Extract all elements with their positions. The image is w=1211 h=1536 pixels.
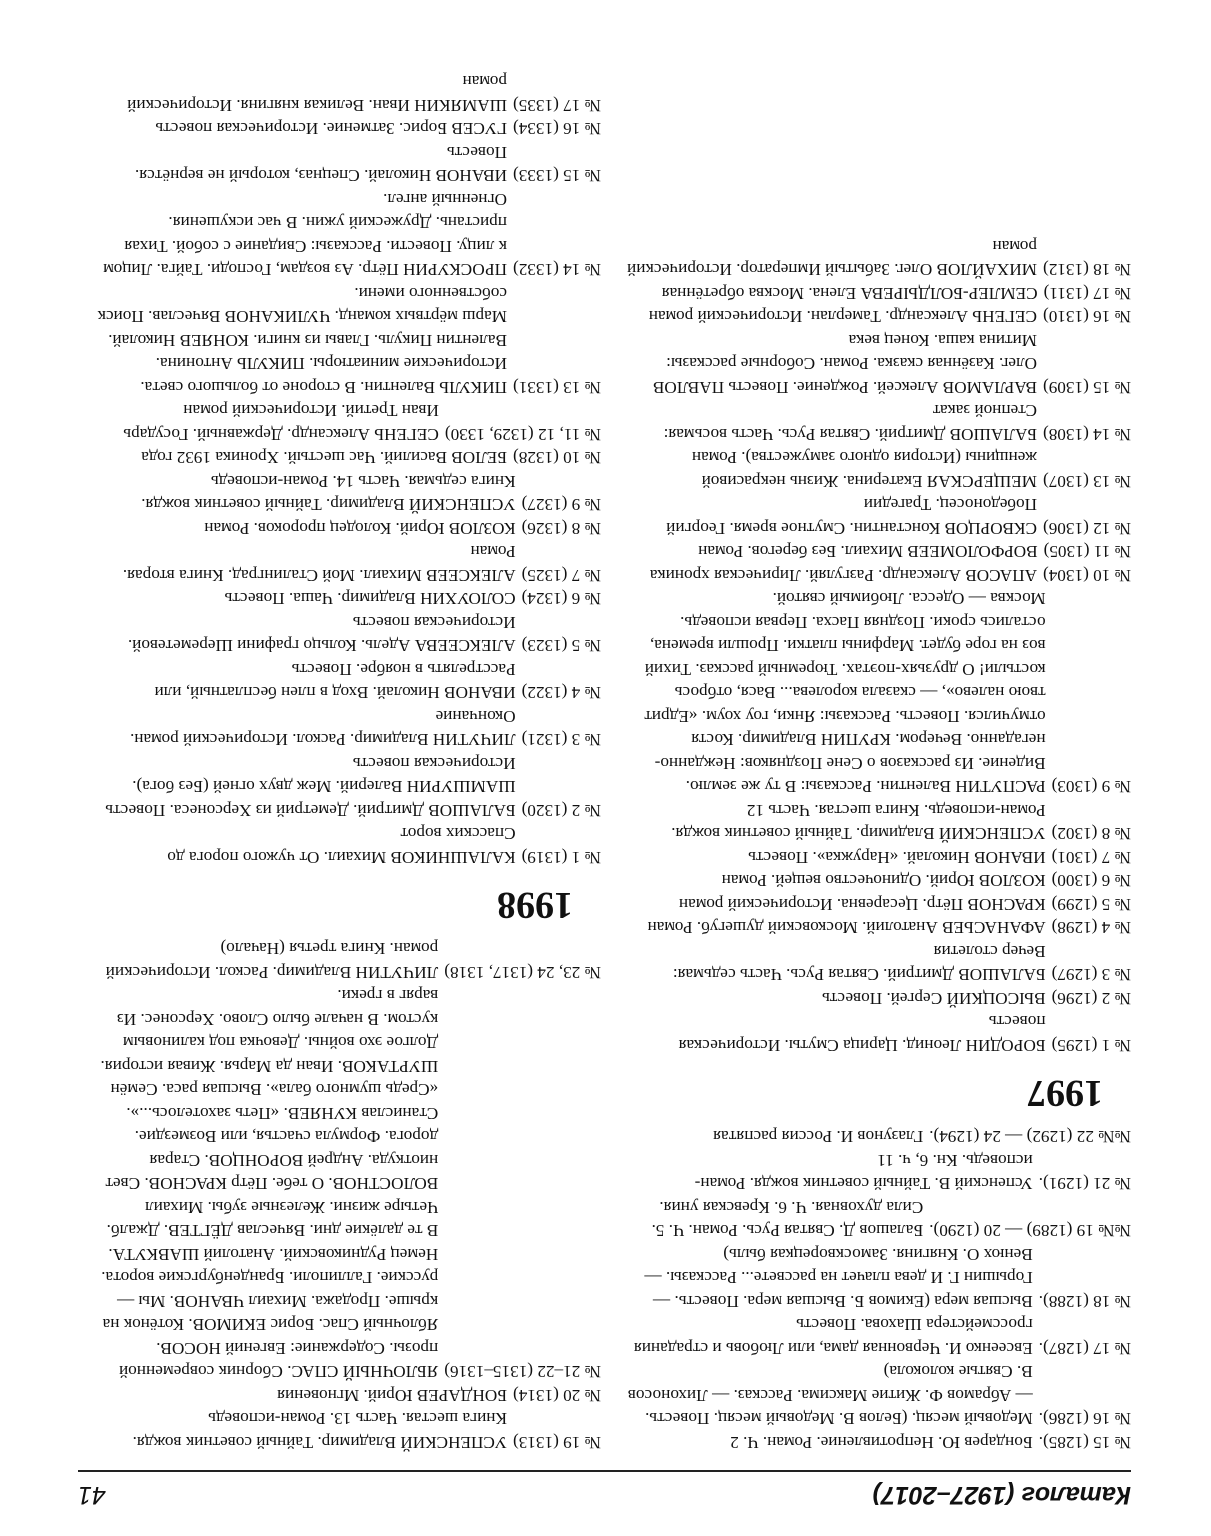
catalog-entry bbox=[626, 564, 1131, 588]
entry-number: № 17 (1335) bbox=[512, 96, 601, 115]
catalog-entry bbox=[96, 1407, 601, 1454]
entry-number: №№ 19 (1289) — 20 (1290). bbox=[929, 1221, 1131, 1241]
entry-number: № 1 (1295) bbox=[1051, 1036, 1131, 1055]
catalog-entry bbox=[96, 752, 601, 823]
header-rule bbox=[78, 1470, 1131, 1472]
entry-text: ВОРФОЛОМЕЕВ Михаил. Без берегов. Роман bbox=[698, 542, 1038, 562]
entry-text: ЛИЧУТИН Владимир. Раскол. Исторический роман. Окончание bbox=[130, 707, 516, 750]
catalog-entry bbox=[626, 1243, 1131, 1314]
catalog-entry bbox=[626, 587, 1131, 799]
entry-text: КАЛАШНИКОВ Михаил. От чужого порога до Спасских ворот bbox=[167, 824, 516, 867]
entry-text: АЛЕКСЕЕВА Адель. Кольцо графини Шереметевой. Историческая повесть bbox=[127, 613, 516, 656]
catalog-entry bbox=[96, 117, 601, 141]
entry-number: № 17 (1311) bbox=[1043, 284, 1131, 303]
entry-text: АФАНАСЬЕВ Анатолий. Московский душегуб. Роман bbox=[647, 918, 1046, 938]
entry-number: № 9 (1303) bbox=[1051, 777, 1131, 797]
catalog-entry bbox=[96, 658, 601, 705]
entry-text: СОЛОУХИН Владимир. Чаша. Повесть bbox=[224, 589, 516, 609]
entry-text: ПРОСКУРИН Пётр. Аз воздам, Господи. Тайга. Лицом к лицу. Повести. Рассказы: Свидание с собой. Тихая пристань. Дружеский ужин. В час искушения. Огненный ангел. bbox=[103, 190, 507, 280]
entry-number: № 19 (1313) bbox=[512, 1433, 601, 1452]
entry-text: Бондарев Ю. Непротивление. Роман. Ч. 2 bbox=[730, 1433, 1033, 1452]
left-continuation-list bbox=[626, 1125, 1131, 1454]
entry-number: № 7 (1301) bbox=[1051, 848, 1131, 867]
entry-number: № 6 (1300) bbox=[1051, 871, 1131, 891]
catalog-entry bbox=[96, 517, 601, 541]
entry-text: БЕЛОВ Василий. Час шестый. Хроника 1932 года bbox=[141, 448, 507, 468]
entry-text: Высшая мера (Екимов Б. Высшая мера. Повесть. — Горышин Г. И дева плачет на рассвете... Рассказы. — Венюх О. Княгиня. Замоскворецкая быль) bbox=[644, 1245, 1033, 1311]
year-heading-1997: 1997 bbox=[1027, 1072, 1103, 1114]
right-entries-list bbox=[96, 70, 601, 869]
catalog-entry bbox=[96, 141, 601, 188]
entry-number: № 13 (1331) bbox=[512, 378, 601, 397]
catalog-entry bbox=[626, 846, 1131, 870]
entry-number: № 11, 12 (1329, 1330) bbox=[444, 425, 601, 444]
entry-number: № 14 (1308) bbox=[1042, 425, 1131, 444]
catalog-entry bbox=[626, 1125, 1131, 1149]
entry-text: ПИКУЛЬ Валентин. В стороне от большого света. Исторические миниатюры. ПИКУЛЬ Антонина. Валентин Пикуль. Главы из книги. КОНЯЕВ Николай. Марш мёртвых команд. ЧУЛИКАНОВ Вячеслав. Поиск собственного имени. bbox=[97, 284, 507, 397]
catalog-entry bbox=[96, 937, 601, 984]
entry-number: № 20 (1314) bbox=[512, 1386, 601, 1405]
entry-text: Евсеенко И. Червонная дама, или Любовь и страдания гроссмейстера Шахова. Повесть bbox=[633, 1315, 1033, 1358]
catalog-entry bbox=[626, 940, 1131, 987]
entry-number: № 21 (1291). bbox=[1038, 1174, 1131, 1194]
entry-text: КРАСНОВ Пётр. Цесаревна. Исторический роман bbox=[678, 895, 1046, 914]
catalog-entry bbox=[626, 446, 1131, 493]
catalog-entry bbox=[626, 987, 1131, 1011]
entry-text: МЕЩЕРСКАЯ Екатерина. Жизнь некрасивой женщины (История одного замужества). Роман bbox=[691, 448, 1037, 491]
catalog-entry bbox=[626, 1149, 1131, 1196]
entry-text: Балашов Д. Святая Русь. Роман. Ч. 5. Сила духовная. Ч. 6. Кревская уния. bbox=[651, 1198, 924, 1241]
catalog-entry bbox=[626, 1196, 1131, 1243]
entry-text: ВАРЛАМОВ Алексей. Рождение. Повесть ПАВЛОВ Олег. Казённая сказка. Роман. Соборные рассказы: Митина каша. Конец века bbox=[652, 331, 1037, 397]
catalog-entry bbox=[96, 611, 601, 658]
entry-text: БАЛАШОВ Дмитрий. Святая Русь. Часть седьмая: Вечер столетия bbox=[672, 942, 1046, 985]
entry-number: № 1 (1319) bbox=[521, 848, 601, 867]
entry-number: № 11 (1305) bbox=[1043, 542, 1131, 562]
entry-text: БОНДАРЕВ Юрий. Мгновения bbox=[277, 1386, 507, 1405]
catalog-entry bbox=[626, 1360, 1131, 1431]
entry-number: № 3 (1321) bbox=[521, 730, 601, 750]
catalog-entry bbox=[96, 705, 601, 752]
catalog-entry bbox=[626, 282, 1131, 306]
entry-number: № 13 (1307) bbox=[1042, 472, 1131, 491]
entry-number: № 16 (1286). bbox=[1038, 1409, 1131, 1429]
entry-number: № 10 (1328) bbox=[512, 448, 601, 468]
entry-number: № 16 (1310) bbox=[1042, 307, 1131, 327]
entry-number: № 6 (1324) bbox=[521, 589, 601, 609]
catalog-entry bbox=[626, 235, 1131, 282]
entry-number: № 7 (1325) bbox=[521, 566, 601, 585]
entry-text: СКВОРЦОВ Константин. Смутное время. Георгий Победоносец. Трагедии bbox=[666, 495, 1037, 538]
catalog-entry bbox=[626, 540, 1131, 564]
entry-number: № 4 (1298) bbox=[1051, 918, 1131, 938]
entry-number: № 15 (1285). bbox=[1038, 1433, 1131, 1452]
entry-number: № 4 (1322) bbox=[521, 683, 601, 703]
catalog-entry bbox=[626, 799, 1131, 846]
entry-text: СЕМЛЕР-БОЛДЫРЕВА Елена. Москва обретённая bbox=[661, 284, 1038, 303]
entry-number: № 5 (1323) bbox=[521, 636, 601, 656]
entry-text: УСПЕНСКИЙ Владимир. Тайный советник вождя. Книга седьмая. Часть 14. Роман-исповедь bbox=[141, 472, 516, 515]
entry-number: № 16 (1334) bbox=[512, 119, 601, 139]
catalog-entry bbox=[96, 70, 601, 117]
catalog-entry bbox=[96, 1384, 601, 1408]
entry-text: РАСПУТИН Валентин. Рассказы: В ту же землю. Видение. Из рассказов о Сене Поздняков: Нежданно-негаданно. Вечером. КРУПИН Владимир. Костя отмучился. Повесть. Рассказы: Янки, гоу хоум. «Едрит твою налево», — сказала королева... Вася, отбрось костыли! О друзьях-поэтах. Тюремный рассказ. Тихий воз на горе будет. Марфины платки. Прошли времена, остались сроки. Поздняя Пасха. Первая исповедь. Москва — Одесса. Любимый святой. bbox=[644, 589, 1046, 797]
catalog-entry bbox=[96, 540, 601, 587]
left-column bbox=[626, 235, 1131, 1455]
entry-number: № 18 (1312) bbox=[1042, 260, 1131, 280]
entry-number: № 9 (1327) bbox=[521, 495, 601, 515]
entry-text: Глазунов И. Россия распятая bbox=[713, 1127, 924, 1147]
catalog-entry bbox=[626, 305, 1131, 329]
catalog-entry bbox=[626, 893, 1131, 917]
entry-number: № 8 (1326) bbox=[521, 519, 601, 538]
catalog-entry bbox=[96, 587, 601, 611]
entry-text: БАЛАШОВ Дмитрий. Святая Русь. Часть восьмая: Степной закат bbox=[663, 401, 1037, 444]
running-title: Каталог (1927–2017) bbox=[872, 1481, 1131, 1509]
entry-number: № 15 (1309) bbox=[1042, 378, 1131, 397]
entry-text: ВЫСОЦКИЙ Сергей. Повесть bbox=[822, 989, 1046, 1008]
entry-number: № 21–22 (1315–1316) bbox=[444, 1362, 601, 1382]
entry-number: № 17 (1287). bbox=[1038, 1339, 1131, 1358]
catalog-entry bbox=[626, 493, 1131, 540]
right-column bbox=[96, 70, 601, 1454]
catalog-entry bbox=[626, 1431, 1131, 1455]
entry-text: СЕГЕНЬ Александр. Державный. Государь Иван Третий. Исторический роман bbox=[123, 401, 439, 444]
entry-text: СЕГЕНЬ Александр. Тамерлан. Исторический роман bbox=[648, 307, 1037, 327]
entry-number: № 14 (1332) bbox=[512, 260, 601, 280]
entry-text: АЛЕКСЕЕВ Михаил. Мой Сталинград. Книга вторая. Роман bbox=[122, 542, 516, 585]
catalog-entry bbox=[626, 1313, 1131, 1360]
entry-text: ЯБЛОЧНЫЙ СПАС. Сборник современной прозы. Содержание: Евгений НОСОВ. Яблочный Спас. Борис ЕКИМОВ. Котёнок на крыше. Продажа. Михаил ЧВАНОВ. Мы — русские. Галлиполи. Бранденбургские ворота. Немец Рудниковский. Анатолий ШАВКУТА. В те далёкие дни. Вячеслав ДЁГТЕВ. Джалб. Четыре жизни. Железные зубы. Михаил ВОЛОСТНОВ. О тебе. Пётр КРАСНОВ. Свет ниоткуда. Андрей ВОРОНЦОВ. Старая дорога. Формула счастья, или Возмездие. Станислав КУНЯЕВ. «Петь захотелось...». «Средь шумного бала». Высшая раса. Семён ШУРТАКОВ. Иван да Марья. Живая история. Долгое эхо войны. Девочка под калиновым кустом. В начале было Слово. Херсонес. Из варяг в греки. bbox=[100, 986, 439, 1382]
entry-text: ИВАНОВ Николай. «Наружка». Повесть bbox=[748, 848, 1046, 867]
catalog-entry bbox=[626, 869, 1131, 893]
entry-text: ЛИЧУТИН Владимир. Раскол. Исторический роман. Книга третья (Начало) bbox=[105, 939, 439, 982]
entry-text: КОЗЛОВ Юрий. Одиночество вещей. Роман bbox=[721, 871, 1046, 891]
entry-number: № 10 (1304) bbox=[1042, 566, 1131, 585]
entry-text: БОРОДИН Леонид. Царица Смуты. Историческая повесть bbox=[678, 1012, 1046, 1055]
entry-text: ИВАНОВ Николай. Спецназ, который не вернётся. Повесть bbox=[134, 143, 507, 186]
catalog-entry bbox=[96, 984, 601, 1384]
catalog-entry bbox=[96, 188, 601, 282]
year-heading-1998: 1998 bbox=[497, 884, 573, 926]
right-continuation-list bbox=[96, 937, 601, 1454]
catalog-entry bbox=[626, 1010, 1131, 1057]
entry-text: УСПЕНСКИЙ Владимир. Тайный советник вождя. Роман-исповедь. Книга шестая. Часть 12 bbox=[671, 801, 1046, 844]
entry-number: № 8 (1302) bbox=[1051, 824, 1131, 844]
entry-number: № 12 (1306) bbox=[1042, 519, 1131, 538]
entry-text: БАЛАШОВ Дмитрий. Деметрий из Херсонеса. Повесть ШАМШУРИН Валерий. Меж двух огней (Без бога). Историческая повесть bbox=[105, 754, 516, 820]
catalog-entry bbox=[96, 446, 601, 470]
page-number: 41 bbox=[78, 1481, 106, 1509]
catalog-entry bbox=[96, 399, 601, 446]
entry-text: ИВАНОВ Николай. Вход в плен бесплатный, или Расстрелять в ноябре. Повесть bbox=[154, 660, 516, 703]
entry-number: № 5 (1299) bbox=[1051, 895, 1131, 914]
entry-number: № 18 (1288). bbox=[1038, 1292, 1131, 1311]
entry-text: Медовый месяц. (Белов В. Медовый месяц. Повесть. — Абрамов Ф. Житие Максима. Рассказ. — Лихоносов В. Святые колокола) bbox=[627, 1362, 1033, 1429]
left-entries-list bbox=[626, 235, 1131, 1058]
entry-text: КОЗЛОВ Юрий. Колодец пророков. Роман bbox=[204, 519, 516, 538]
entry-text: АПАСОВ Александр. Разгуляй. Лирическая хроника bbox=[649, 566, 1037, 585]
catalog-entry bbox=[626, 399, 1131, 446]
entry-number: № 2 (1296) bbox=[1051, 989, 1131, 1008]
entry-text: УСПЕНСКИЙ Владимир. Тайный советник вождя. Книга шестая. Часть 13. Роман-исповедь bbox=[132, 1409, 507, 1452]
entry-text: ШАМЯКИН Иван. Великая княгиня. Исторический роман bbox=[127, 72, 507, 115]
catalog-entry bbox=[96, 282, 601, 400]
entry-number: № 23, 24 (1317, 1318) bbox=[444, 963, 601, 982]
catalog-entry bbox=[626, 329, 1131, 400]
entry-text: МИХАЙЛОВ Олег. Забытый Император. Исторический роман bbox=[627, 237, 1037, 280]
page-header bbox=[78, 1474, 1131, 1536]
entry-text: ГУСЕВ Борис. Затмение. Историческая повесть bbox=[155, 119, 507, 139]
entry-number: №№ 22 (1292) — 24 (1294). bbox=[929, 1127, 1131, 1147]
entry-text: Успенский В. Тайный советник вождя. Роман-исповедь. Кн. 6, ч. 11 bbox=[694, 1151, 1033, 1194]
entry-number: № 2 (1320) bbox=[521, 801, 601, 820]
catalog-entry bbox=[96, 822, 601, 869]
catalog-entry bbox=[626, 916, 1131, 940]
entry-number: № 15 (1333) bbox=[512, 166, 601, 186]
entry-number: № 3 (1297) bbox=[1051, 965, 1131, 985]
catalog-entry bbox=[96, 470, 601, 517]
